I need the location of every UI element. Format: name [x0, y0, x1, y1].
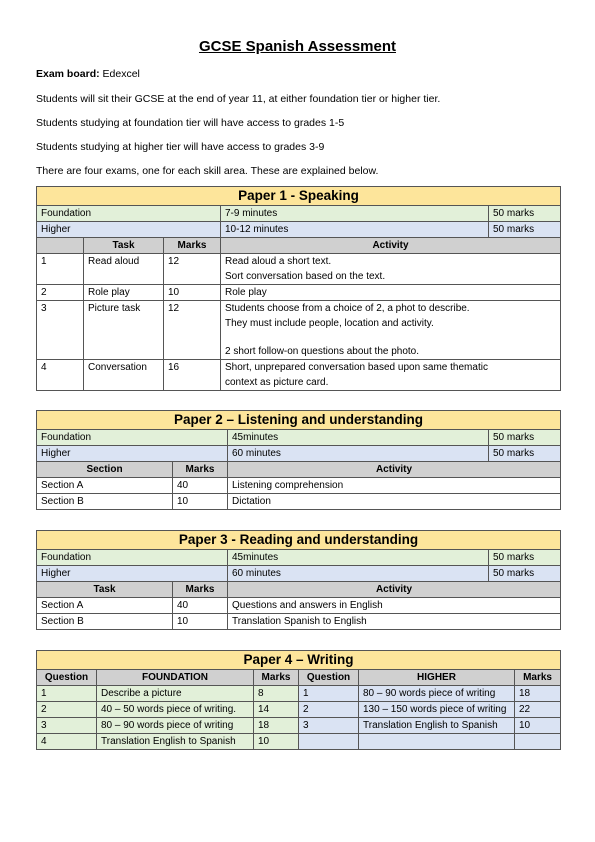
foundation-marks: 8	[254, 686, 299, 702]
table-row	[37, 686, 561, 702]
paper1-title: Paper 1 - Speaking	[37, 187, 561, 206]
paper2-title: Paper 2 – Listening and understanding	[37, 411, 561, 430]
table-row	[37, 360, 561, 391]
foundation-task: Translation English to Spanish	[97, 734, 254, 750]
foundation-task: 80 – 90 words piece of writing	[97, 718, 254, 734]
paper4-table	[36, 650, 561, 750]
row-number: 2	[37, 285, 84, 301]
tier-time: 45minutes	[228, 430, 489, 446]
column-header-activity: Activity	[228, 462, 561, 478]
paper2-table	[36, 410, 561, 510]
row-number: 1	[37, 254, 84, 285]
row-task: Section B	[37, 614, 173, 630]
column-header-marks: Marks	[164, 238, 221, 254]
column-header-marks: Marks	[173, 582, 228, 598]
paper1-foundation-row	[37, 206, 561, 222]
intro-line: Students studying at higher tier will have access to grades 3-9	[36, 141, 325, 153]
table-row	[37, 285, 561, 301]
higher-task: 80 – 90 words piece of writing	[359, 686, 515, 702]
row-section: Section B	[37, 494, 173, 510]
row-section: Section A	[37, 478, 173, 494]
tier-label: Foundation	[37, 206, 221, 222]
table-row	[37, 614, 561, 630]
foundation-task: 40 – 50 words piece of writing.	[97, 702, 254, 718]
tier-label: Foundation	[37, 550, 228, 566]
paper3-higher-row	[37, 566, 561, 582]
column-header-higher: HIGHER	[359, 670, 515, 686]
row-activity: Role play	[221, 285, 561, 301]
tier-marks: 50 marks	[489, 550, 561, 566]
foundation-task: Describe a picture	[97, 686, 254, 702]
higher-task: 130 – 150 words piece of writing	[359, 702, 515, 718]
paper1-higher-row	[37, 222, 561, 238]
intro-line: Students studying at foundation tier will have access to grades 1-5	[36, 117, 345, 129]
higher-marks: 18	[515, 686, 561, 702]
tier-marks: 50 marks	[489, 446, 561, 462]
table-row	[37, 478, 561, 494]
table-row	[37, 598, 561, 614]
paper2-foundation-row	[37, 430, 561, 446]
paper2-higher-row	[37, 446, 561, 462]
row-marks: 40	[173, 478, 228, 494]
higher-question	[299, 734, 359, 750]
column-header-section: Section	[37, 462, 173, 478]
paper4-title: Paper 4 – Writing	[37, 651, 561, 670]
row-activity: Read aloud a short text. Sort conversation based on the text.	[221, 254, 561, 285]
table-row	[37, 301, 561, 360]
row-activity: Students choose from a choice of 2, a phot to describe. They must include people, location and activity. 2 short follow-on questions about the photo.	[221, 301, 561, 360]
tier-time: 45minutes	[228, 550, 489, 566]
tier-time: 7-9 minutes	[221, 206, 489, 222]
foundation-question: 4	[37, 734, 97, 750]
tier-time: 60 minutes	[228, 566, 489, 582]
table-row	[37, 718, 561, 734]
row-activity: Questions and answers in English	[228, 598, 561, 614]
paper3-table	[36, 530, 561, 630]
column-header-task: Task	[37, 582, 173, 598]
row-task: Picture task	[84, 301, 164, 360]
table-row	[37, 254, 561, 285]
column-header-activity: Activity	[228, 582, 561, 598]
column-header-question: Question	[37, 670, 97, 686]
column-header-marks: Marks	[254, 670, 299, 686]
tier-marks: 50 marks	[489, 206, 561, 222]
tier-marks: 50 marks	[489, 222, 561, 238]
row-activity: Short, unprepared conversation based upon same thematic context as picture card.	[221, 360, 561, 391]
column-header-question: Question	[299, 670, 359, 686]
row-marks: 10	[173, 614, 228, 630]
column-header-activity: Activity	[221, 238, 561, 254]
higher-question: 3	[299, 718, 359, 734]
paper3-foundation-row	[37, 550, 561, 566]
higher-marks: 22	[515, 702, 561, 718]
column-header-marks: Marks	[515, 670, 561, 686]
intro-line: There are four exams, one for each skill area. These are explained below.	[36, 165, 379, 177]
foundation-question: 3	[37, 718, 97, 734]
row-task: Section A	[37, 598, 173, 614]
table-row	[37, 494, 561, 510]
foundation-question: 1	[37, 686, 97, 702]
row-marks: 10	[173, 494, 228, 510]
higher-task	[359, 734, 515, 750]
exam-board-label: Exam board:	[36, 68, 100, 80]
table-row	[37, 702, 561, 718]
foundation-marks: 18	[254, 718, 299, 734]
row-marks: 12	[164, 254, 221, 285]
paper1-header-row	[37, 238, 561, 254]
tier-label: Higher	[37, 566, 228, 582]
row-activity: Translation Spanish to English	[228, 614, 561, 630]
exam-board-line	[36, 68, 140, 80]
paper3-header-row	[37, 582, 561, 598]
tier-marks: 50 marks	[489, 566, 561, 582]
row-number: 4	[37, 360, 84, 391]
row-task: Read aloud	[84, 254, 164, 285]
tier-time: 10-12 minutes	[221, 222, 489, 238]
higher-task: Translation English to Spanish	[359, 718, 515, 734]
higher-question: 2	[299, 702, 359, 718]
foundation-question: 2	[37, 702, 97, 718]
column-header-foundation: FOUNDATION	[97, 670, 254, 686]
row-marks: 40	[173, 598, 228, 614]
tier-label: Foundation	[37, 430, 228, 446]
paper3-title: Paper 3 - Reading and understanding	[37, 531, 561, 550]
tier-label: Higher	[37, 222, 221, 238]
paper4-header-row	[37, 670, 561, 686]
exam-board-value: Edexcel	[99, 68, 140, 80]
row-activity: Dictation	[228, 494, 561, 510]
tier-label: Higher	[37, 446, 228, 462]
intro-line: Students will sit their GCSE at the end of year 11, at either foundation tier or higher tier.	[36, 93, 441, 105]
foundation-marks: 10	[254, 734, 299, 750]
column-header-marks: Marks	[173, 462, 228, 478]
row-marks: 10	[164, 285, 221, 301]
row-task: Conversation	[84, 360, 164, 391]
row-marks: 16	[164, 360, 221, 391]
paper2-header-row	[37, 462, 561, 478]
row-activity: Listening comprehension	[228, 478, 561, 494]
paper1-table	[36, 186, 561, 391]
row-task: Role play	[84, 285, 164, 301]
table-row	[37, 734, 561, 750]
higher-question: 1	[299, 686, 359, 702]
tier-time: 60 minutes	[228, 446, 489, 462]
column-header-task: Task	[84, 238, 164, 254]
tier-marks: 50 marks	[489, 430, 561, 446]
page-title: GCSE Spanish Assessment	[198, 38, 396, 55]
row-marks: 12	[164, 301, 221, 360]
higher-marks	[515, 734, 561, 750]
higher-marks: 10	[515, 718, 561, 734]
foundation-marks: 14	[254, 702, 299, 718]
row-number: 3	[37, 301, 84, 360]
